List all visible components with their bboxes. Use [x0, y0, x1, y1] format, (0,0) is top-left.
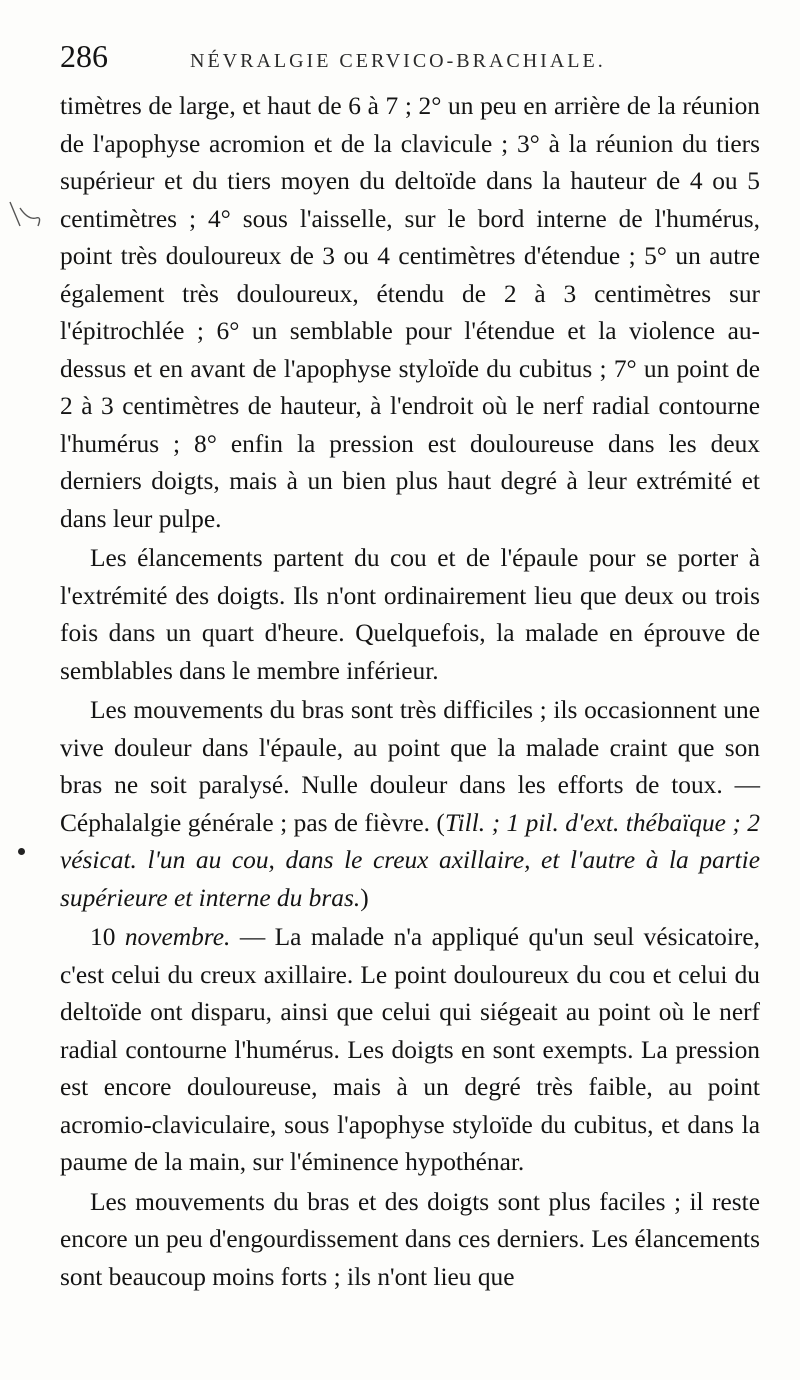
paragraph-2: Les élancements partent du cou et de l'épaule pour se porter à l'extrémité des doigts. Ils n'ont ordinairement lieu que deux ou trois fois dans un quart d'heure. Quelquefois, la malade en éprouve de semblables dans le membre inférieur. [60, 544, 760, 685]
paragraph-3-close: ) [360, 883, 369, 912]
running-head [60, 38, 758, 88]
running-title: NÉVRALGIE CERVICO-BRACHIALE. [190, 50, 606, 72]
paragraph-3 [60, 692, 760, 917]
paragraph-4 [60, 919, 760, 1182]
prescription-italic: Till. ; 1 pil. d'ext. thébaïque ; 2 vésicat. l'un au cou, dans le creux axillaire, et l'autre à la partie supérieure et interne du bras. [60, 808, 760, 912]
paragraph-3-text: Les mouvements du bras sont très difficiles ; ils occasionnent une vive douleur dans l'épaule, au point que la malade craint que son bras ne soit paralysé. Nulle douleur dans les efforts de toux. — Céphalalgie générale ; pas de fièvre. ( [60, 696, 760, 837]
entry-month: novembre. [124, 923, 231, 951]
paragraph-4-text: — La malade n'a appliqué qu'un seul vésicatoire, c'est celui du creux axillaire. Le point douloureux du cou et celui du deltoïde ont disparu, ainsi que celui qui siégeait au point où le nerf radial contourne l'humérus. Les doigts en sont exempts. La pression est encore douloureuse, mais à un degré très faible, au point acromio-claviculaire, sous l'apophyse styloïde du cubitus, et dans la paume de la main, sur l'éminence hypothénar. [60, 923, 760, 1176]
margin-dot [18, 848, 25, 855]
paragraph-5: Les mouvements du bras et des doigts sont plus faciles ; il reste encore un peu d'engourdissement dans ces derniers. Les élancements sont beaucoup moins forts ; ils n'ont lieu que [60, 1187, 760, 1291]
margin-pencil-mark [6, 196, 44, 236]
entry-day: 10 [90, 923, 125, 951]
page-number: 286 [60, 38, 108, 74]
paragraph-1: timètres de large, et haut de 6 à 7 ; 2° un peu en arrière de la réunion de l'apophyse acromion et de la clavicule ; 3° à la réunion du tiers supérieur et du tiers moyen du deltoïde dans la hauteur de 4 ou 5 centimètres ; 4° sous l'aisselle, sur le bord interne de l'humérus, point très douloureux de 3 ou 4 centimètres d'étendue ; 5° un autre également très douloureux, étendu de 2 à 3 centimètres sur l'épitrochlée ; 6° un semblable pour l'étendue et la violence au-dessus et en avant de l'apophyse styloïde du cubitus ; 7° un point de 2 à 3 centimètres de hauteur, à l'endroit où le nerf radial contourne l'humérus ; 8° enfin la pression est douloureuse dans les deux derniers doigts, mais à un bien plus haut degré à leur extrémité et dans leur pulpe. [60, 92, 760, 533]
